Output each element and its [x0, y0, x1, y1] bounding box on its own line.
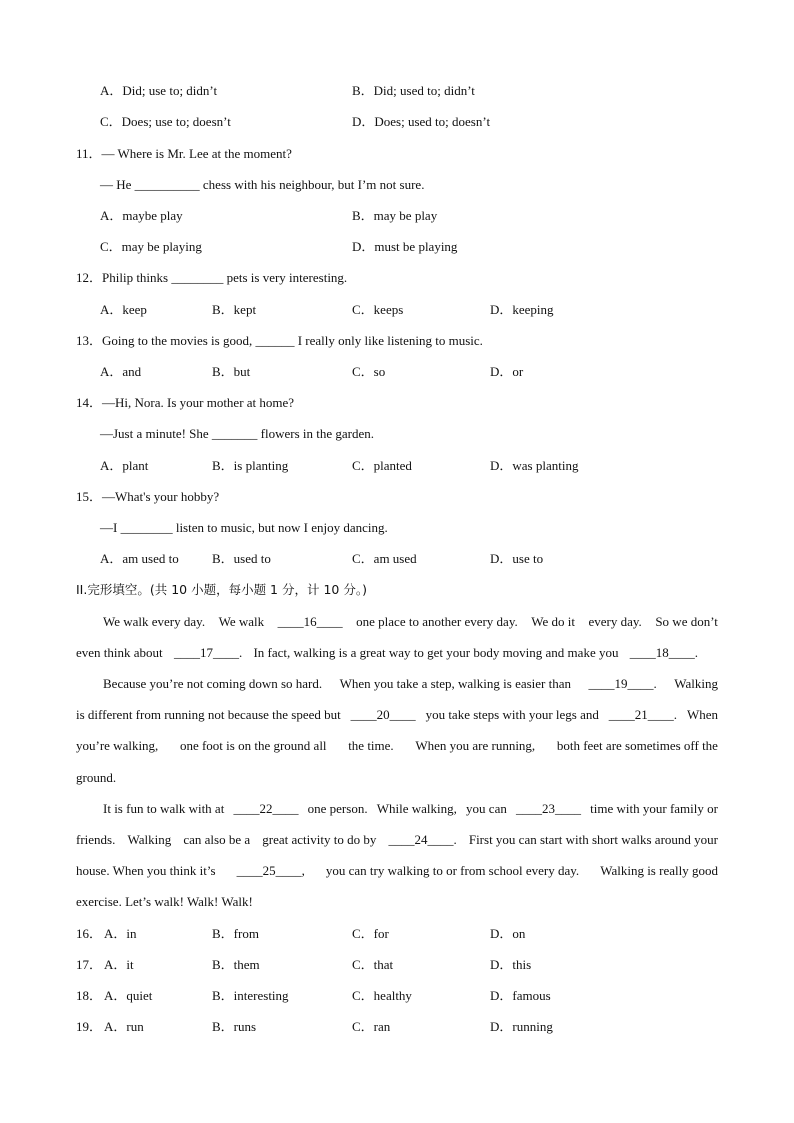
passage-line	[76, 738, 718, 754]
q15-line2: —I ________ listen to music, but now I enjoy dancing.	[100, 520, 388, 535]
q18-option-d: D．famous	[490, 988, 551, 1003]
q19-option-b: B．runs	[212, 1019, 257, 1034]
q15-option-a: A．am used to	[100, 551, 179, 566]
q14-stem: 14．—Hi, Nora. Is your mother at home?	[76, 395, 295, 410]
q12-option-a: A．keep	[100, 302, 147, 317]
passage-line	[103, 801, 718, 817]
q17-option-a: A．it	[104, 957, 134, 972]
q13-stem: 13．Going to the movies is good, ______ I really only like listening to music.	[76, 333, 483, 348]
q19-number: 19．	[76, 1019, 103, 1034]
q17-option-b: B．them	[212, 957, 260, 972]
q10-option-c: C．Does; use to; doesn’t	[100, 114, 231, 129]
q17-number: 17．	[76, 957, 103, 972]
q16-option-d: D．on	[490, 926, 526, 941]
q15-option-b: B．used to	[212, 551, 271, 566]
q16-option-b: B．from	[212, 926, 259, 941]
passage-segment: When you are running,	[415, 738, 536, 753]
passage-line	[76, 707, 718, 723]
passage-line	[76, 863, 718, 879]
q14-option-b: B．is planting	[212, 458, 289, 473]
passage-segment: house. When you think it’s	[76, 863, 216, 878]
passage-line	[76, 645, 698, 661]
q10-option-a: A．Did; use to; didn’t	[100, 83, 218, 98]
passage-segment: great activity to do by	[262, 832, 377, 847]
passage-segment: friends.	[76, 832, 116, 847]
blank-20: ____20____	[350, 707, 416, 722]
q14-option-c: C．planted	[352, 458, 412, 473]
passage-segment: When you take a step, walking is easier than	[339, 676, 572, 691]
q15-stem: 15．—What's your hobby?	[76, 489, 220, 504]
passage-line	[103, 614, 718, 630]
passage-segment: We walk every day.	[103, 614, 206, 629]
q18-number: 18．	[76, 988, 103, 1003]
blank-18: ____18____.	[629, 645, 698, 660]
q14-line2: —Just a minute! She _______ flowers in the garden.	[100, 426, 375, 441]
q13-option-c: C．so	[352, 364, 386, 379]
passage-segment: one place to another every day.	[356, 614, 518, 629]
passage-segment: one person.	[307, 801, 368, 816]
q19-option-a: A．run	[104, 1019, 144, 1034]
q17-option-c: C．that	[352, 957, 394, 972]
q11-line2: — He __________ chess with his neighbour, but I’m not sure.	[100, 177, 425, 192]
q10-option-b: B．Did; used to; didn’t	[352, 83, 475, 98]
q12-stem: 12．Philip thinks ________ pets is very interesting.	[76, 270, 348, 285]
passage-segment: Walking	[127, 832, 172, 847]
blank-21: ____21____.	[608, 707, 678, 722]
q13-option-b: B．but	[212, 364, 251, 379]
passage-segment: time with your family or	[590, 801, 718, 816]
passage-segment: So we don’t	[655, 614, 718, 629]
q12-option-d: D．keeping	[490, 302, 554, 317]
blank-17: ____17____.	[173, 645, 243, 660]
q11-option-c: C．may be playing	[100, 239, 202, 254]
passage-line	[103, 676, 718, 692]
passage-segment: is different from running not because the speed but	[76, 707, 341, 722]
q11-stem: 11．— Where is Mr. Lee at the moment?	[76, 146, 292, 161]
passage-segment: When	[686, 707, 718, 722]
q12-option-c: C．keeps	[352, 302, 404, 317]
passage-segment: can also be a	[183, 832, 251, 847]
passage-segment: one foot is on the ground all	[179, 738, 327, 753]
q15-option-d: D．use to	[490, 551, 544, 566]
passage-segment: you’re walking,	[76, 738, 159, 753]
q16-option-a: A．in	[104, 926, 137, 941]
q10-option-d: D．Does; used to; doesn’t	[352, 114, 491, 129]
q11-option-d: D．must be playing	[352, 239, 458, 254]
q15-option-c: C．am used	[352, 551, 417, 566]
passage-segment: you take steps with your legs and	[425, 707, 599, 722]
q17-option-d: D．this	[490, 957, 532, 972]
blank-22: ____22____	[233, 801, 299, 816]
q18-option-c: C．healthy	[352, 988, 412, 1003]
section-title: II.完形填空。(共 10 小题，每小题 1 分，计 10 分。)	[76, 582, 367, 597]
blank-25: ____25____,	[236, 863, 305, 878]
q18-option-b: B．interesting	[212, 988, 289, 1003]
passage-segment: First you can start with short walks around your	[468, 832, 718, 847]
passage-segment: It is fun to walk with at	[103, 801, 225, 816]
q14-option-d: D．was planting	[490, 458, 579, 473]
passage-segment: Because you’re not coming down so hard.	[103, 676, 323, 691]
blank-16: ____16____	[277, 614, 343, 629]
passage-segment: even think about	[76, 645, 163, 660]
passage-segment: While walking,	[376, 801, 457, 816]
passage-segment: We walk	[218, 614, 265, 629]
passage-line: exercise. Let’s walk! Walk! Walk!	[76, 894, 253, 909]
passage-segment: every day.	[588, 614, 642, 629]
q13-option-a: A．and	[100, 364, 142, 379]
q11-option-a: A．maybe play	[100, 208, 183, 223]
passage-line	[76, 832, 718, 848]
passage-segment: We do it	[531, 614, 575, 629]
passage-segment: you can	[466, 801, 507, 816]
q14-option-a: A．plant	[100, 458, 149, 473]
q13-option-d: D．or	[490, 364, 524, 379]
passage-segment: both feet are sometimes off the	[556, 738, 718, 753]
passage-segment: you can try walking to or from school every day.	[325, 863, 580, 878]
passage-line: ground.	[76, 770, 117, 785]
q16-number: 16．	[76, 926, 103, 941]
q18-option-a: A．quiet	[104, 988, 153, 1003]
passage-segment: Walking	[674, 676, 718, 691]
passage-segment: Walking is really good	[600, 863, 718, 878]
passage-segment: In fact, walking is a great way to get your body moving and make you	[253, 645, 619, 660]
q16-option-c: C．for	[352, 926, 389, 941]
q19-option-c: C．ran	[352, 1019, 391, 1034]
q19-option-d: D．running	[490, 1019, 553, 1034]
blank-23: ____23____	[516, 801, 581, 816]
blank-19: ____19____.	[588, 676, 657, 691]
q12-option-b: B．kept	[212, 302, 257, 317]
q11-option-b: B．may be play	[352, 208, 438, 223]
passage-segment: the time.	[348, 738, 394, 753]
blank-24: ____24____.	[388, 832, 457, 847]
